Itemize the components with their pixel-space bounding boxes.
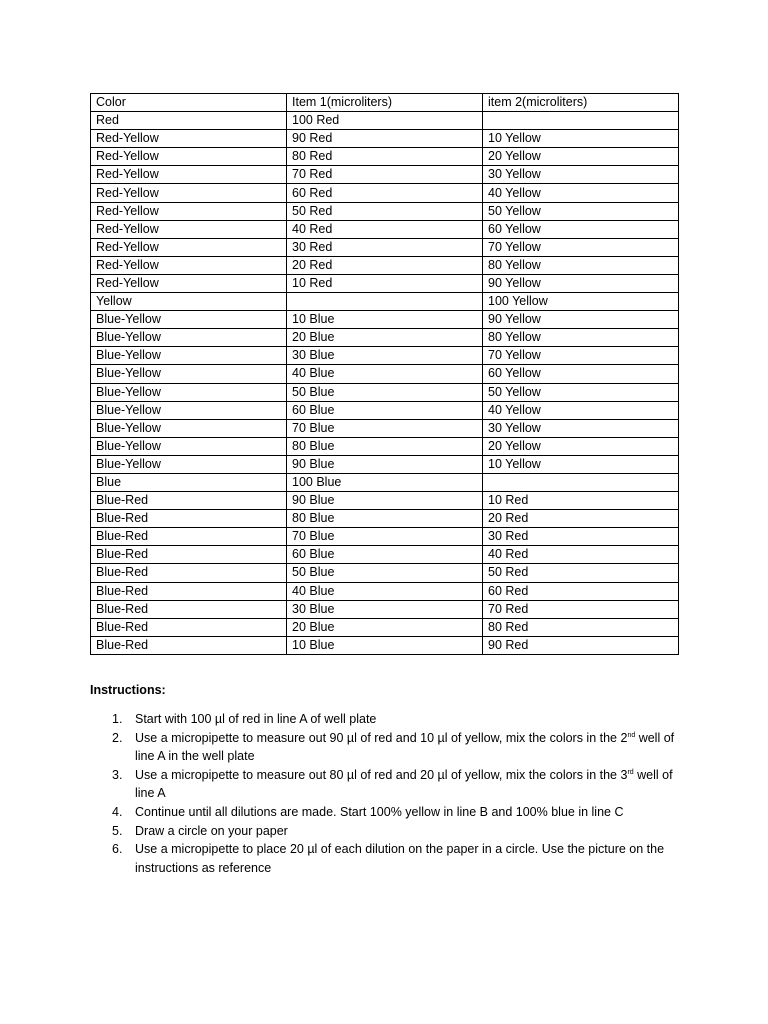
table-row: [91, 437, 679, 455]
cell-item-1: 10 Blue: [287, 311, 483, 329]
table-row: [91, 365, 679, 383]
cell-item-2: 10 Red: [483, 492, 679, 510]
cell-item-2: [483, 112, 679, 130]
cell-item-1: 30 Blue: [287, 347, 483, 365]
step-number: 3.: [112, 767, 123, 782]
instruction-step: [90, 710, 690, 729]
cell-item-2: 90 Yellow: [483, 274, 679, 292]
step-number: 5.: [112, 823, 123, 838]
table-row: [91, 455, 679, 473]
cell-item-2: 90 Red: [483, 636, 679, 654]
cell-item-2: 80 Yellow: [483, 256, 679, 274]
table-row: [91, 148, 679, 166]
cell-item-1: 50 Blue: [287, 383, 483, 401]
cell-color: Blue-Red: [91, 618, 287, 636]
cell-item-2: 30 Yellow: [483, 419, 679, 437]
cell-color: Blue-Red: [91, 546, 287, 564]
instruction-step: [90, 822, 690, 841]
cell-item-2: 50 Yellow: [483, 202, 679, 220]
cell-item-1: 60 Blue: [287, 401, 483, 419]
table-row: [91, 202, 679, 220]
table-row: [91, 546, 679, 564]
cell-item-2: 50 Red: [483, 564, 679, 582]
table-row: [91, 220, 679, 238]
cell-color: Red-Yellow: [91, 148, 287, 166]
step-number: 2.: [112, 730, 123, 745]
table-row: [91, 184, 679, 202]
cell-item-2: 10 Yellow: [483, 130, 679, 148]
cell-item-1: 70 Blue: [287, 528, 483, 546]
table-row: [91, 473, 679, 491]
table-row: [91, 528, 679, 546]
step-text: Use a micropipette to measure out 80 µl of red and 20 µl of yellow, mix the colors in the 3: [135, 767, 628, 782]
cell-item-1: 90 Red: [287, 130, 483, 148]
cell-color: Blue-Yellow: [91, 347, 287, 365]
cell-color: Red-Yellow: [91, 166, 287, 184]
cell-item-1: 90 Blue: [287, 492, 483, 510]
cell-item-1: 20 Blue: [287, 329, 483, 347]
cell-color: Blue-Yellow: [91, 437, 287, 455]
cell-color: Red-Yellow: [91, 238, 287, 256]
cell-item-1: 90 Blue: [287, 455, 483, 473]
cell-item-2: 20 Red: [483, 510, 679, 528]
cell-item-2: 40 Red: [483, 546, 679, 564]
cell-item-2: 30 Yellow: [483, 166, 679, 184]
table-row: [91, 274, 679, 292]
cell-item-2: 60 Yellow: [483, 365, 679, 383]
cell-item-1: 20 Blue: [287, 618, 483, 636]
step-number: 6.: [112, 842, 123, 857]
header-item-1: Item 1(microliters): [287, 94, 483, 112]
step-text: well of line A in the well plate: [135, 730, 675, 764]
table-row: [91, 582, 679, 600]
step-text: well of line A: [135, 767, 673, 801]
dilution-table: [90, 93, 679, 655]
cell-color: Blue-Yellow: [91, 401, 287, 419]
cell-item-1: 70 Blue: [287, 419, 483, 437]
cell-item-1: 40 Red: [287, 220, 483, 238]
cell-color: Blue-Yellow: [91, 329, 287, 347]
cell-item-1: 60 Red: [287, 184, 483, 202]
step-number: 1.: [112, 712, 123, 726]
table-row: [91, 510, 679, 528]
instruction-step: [90, 729, 690, 766]
table-row: [91, 636, 679, 654]
cell-color: Blue-Red: [91, 564, 287, 582]
cell-item-2: 60 Yellow: [483, 220, 679, 238]
cell-color: Red-Yellow: [91, 184, 287, 202]
cell-item-1: 70 Red: [287, 166, 483, 184]
ordinal-suffix: rd: [627, 768, 634, 776]
cell-color: Red: [91, 112, 287, 130]
cell-color: Blue-Red: [91, 528, 287, 546]
cell-item-1: 30 Blue: [287, 600, 483, 618]
table-row: [91, 618, 679, 636]
cell-item-1: 60 Blue: [287, 546, 483, 564]
table-row: [91, 130, 679, 148]
table-row: [91, 293, 679, 311]
cell-item-1: 80 Blue: [287, 510, 483, 528]
cell-item-2: 40 Yellow: [483, 184, 679, 202]
table-header-row: [91, 94, 679, 112]
instruction-step: [90, 766, 690, 803]
cell-color: Blue-Red: [91, 600, 287, 618]
step-text: Use a micropipette to place 20 µl of each dilution on the paper in a circle. Use the picture on the instructions as reference: [135, 842, 665, 875]
cell-item-2: 50 Yellow: [483, 383, 679, 401]
cell-item-1: 40 Blue: [287, 582, 483, 600]
instruction-step: [90, 803, 690, 822]
cell-item-2: 70 Yellow: [483, 238, 679, 256]
step-text: Continue until all dilutions are made. Start 100% yellow in line B and 100% blue in line C: [135, 804, 624, 819]
cell-color: Blue-Yellow: [91, 455, 287, 473]
cell-item-2: 80 Yellow: [483, 329, 679, 347]
cell-item-1: 10 Red: [287, 274, 483, 292]
cell-item-1: 50 Red: [287, 202, 483, 220]
cell-color: Blue: [91, 473, 287, 491]
table-row: [91, 600, 679, 618]
cell-item-1: 100 Red: [287, 112, 483, 130]
cell-color: Red-Yellow: [91, 274, 287, 292]
table-row: [91, 347, 679, 365]
cell-color: Blue-Red: [91, 582, 287, 600]
table-row: [91, 383, 679, 401]
step-text: Start with 100 µl of red in line A of well plate: [135, 712, 377, 726]
cell-item-2: 30 Red: [483, 528, 679, 546]
cell-color: Red-Yellow: [91, 220, 287, 238]
table-row: [91, 238, 679, 256]
cell-item-2: 70 Red: [483, 600, 679, 618]
instructions-title: Instructions:: [90, 683, 166, 697]
cell-color: Blue-Yellow: [91, 419, 287, 437]
table-row: [91, 564, 679, 582]
table-row: [91, 112, 679, 130]
table-row: [91, 419, 679, 437]
step-text: Draw a circle on your paper: [135, 823, 288, 838]
cell-color: Red-Yellow: [91, 202, 287, 220]
cell-color: Blue-Yellow: [91, 383, 287, 401]
cell-item-2: 80 Red: [483, 618, 679, 636]
cell-color: Blue-Yellow: [91, 311, 287, 329]
cell-item-1: 80 Red: [287, 148, 483, 166]
table-row: [91, 401, 679, 419]
cell-color: Blue-Red: [91, 492, 287, 510]
cell-item-2: 20 Yellow: [483, 437, 679, 455]
cell-item-2: 20 Yellow: [483, 148, 679, 166]
cell-color: Red-Yellow: [91, 256, 287, 274]
instruction-step: [90, 840, 690, 877]
cell-item-1: 50 Blue: [287, 564, 483, 582]
cell-color: Blue-Red: [91, 636, 287, 654]
cell-item-2: 10 Yellow: [483, 455, 679, 473]
cell-item-1: 10 Blue: [287, 636, 483, 654]
cell-item-1: 20 Red: [287, 256, 483, 274]
cell-item-2: 100 Yellow: [483, 293, 679, 311]
instructions-list: [90, 710, 690, 877]
cell-item-1: 30 Red: [287, 238, 483, 256]
table-row: [91, 311, 679, 329]
ordinal-suffix: nd: [627, 731, 636, 739]
table-row: [91, 492, 679, 510]
cell-color: Blue-Yellow: [91, 365, 287, 383]
cell-item-2: 60 Red: [483, 582, 679, 600]
cell-color: Red-Yellow: [91, 130, 287, 148]
step-text: Use a micropipette to measure out 90 µl of red and 10 µl of yellow, mix the colors in the 2: [135, 730, 628, 745]
header-item-2: item 2(microliters): [483, 94, 679, 112]
cell-item-1: 40 Blue: [287, 365, 483, 383]
cell-item-2: [483, 473, 679, 491]
cell-color: Yellow: [91, 293, 287, 311]
cell-color: Blue-Red: [91, 510, 287, 528]
step-number: 4.: [112, 804, 123, 819]
cell-item-2: 90 Yellow: [483, 311, 679, 329]
cell-item-1: [287, 293, 483, 311]
table-row: [91, 256, 679, 274]
table-row: [91, 166, 679, 184]
cell-item-2: 40 Yellow: [483, 401, 679, 419]
cell-item-2: 70 Yellow: [483, 347, 679, 365]
cell-item-1: 80 Blue: [287, 437, 483, 455]
table-row: [91, 329, 679, 347]
cell-item-1: 100 Blue: [287, 473, 483, 491]
header-color: Color: [91, 94, 287, 112]
